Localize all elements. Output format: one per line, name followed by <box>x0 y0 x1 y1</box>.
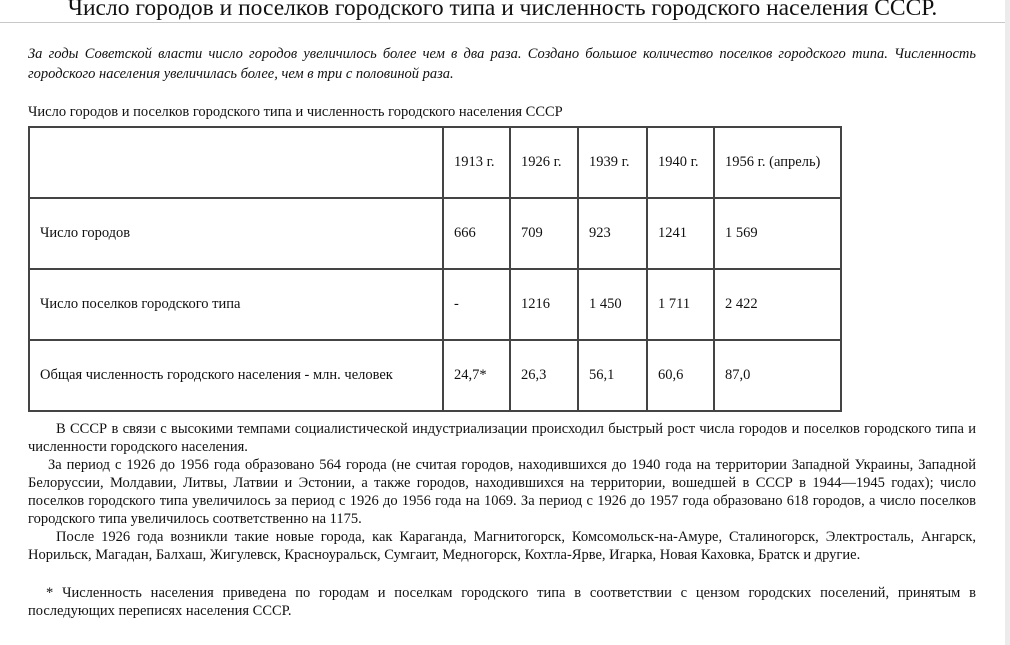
cell-value: 56,1 <box>578 340 647 411</box>
title-divider <box>0 22 1005 23</box>
cell-value: 666 <box>443 198 510 269</box>
cell-value: 1241 <box>647 198 714 269</box>
table-caption: Число городов и поселков городского типа и численность городского населения СССР <box>28 104 563 120</box>
body-paragraph: За период с 1926 до 1956 года образовано 564 города (не считая городов, находившихся до 1940 года на территории Западной Украины, Западной Белоруссии, Молдавии, Литвы, Латвии и Эстонии, а также городов, находившихся на территории, вошедшей в СССР в 1944—1945 годах); число поселков городского типа увеличилось за период с 1926 до 1956 года на 1069. За период с 1926 до 1957 года образовано 618 городов, а число поселков городского типа увеличилось соответственно на 1175. <box>28 457 976 527</box>
page-title: Число городов и поселков городского типа и численность городского населения СССР. <box>67 0 938 21</box>
cell-value: - <box>443 269 510 340</box>
body-text <box>28 420 976 620</box>
body-paragraph: После 1926 года возникли такие новые города, как Караганда, Магнитогорск, Комсомольск-на-Амуре, Сталиногорск, Электросталь, Ангарск, Норильск, Магадан, Балхаш, Жигулевск, Красноуральск, Сумгаит, Медногорск, Кохтла-Ярве, Игарка, Новая Каховка, Братск и другие. <box>28 529 976 563</box>
header-cell-1956: 1956 г. (апрель) <box>714 127 841 198</box>
table-row <box>29 340 841 411</box>
row-label: Общая численность городского населения - млн. человек <box>29 340 443 411</box>
table-row <box>29 198 841 269</box>
statistics-table <box>28 126 842 412</box>
header-cell-1939: 1939 г. <box>578 127 647 198</box>
header-cell-1913: 1913 г. <box>443 127 510 198</box>
row-label: Число городов <box>29 198 443 269</box>
table-row <box>29 269 841 340</box>
header-cell-1940: 1940 г. <box>647 127 714 198</box>
header-cell-1926: 1926 г. <box>510 127 578 198</box>
footnote: * Численность населения приведена по городам и поселкам городского типа в соответствии с цензом городских поселений, принятым в последующих переписях населения СССР. <box>28 585 976 619</box>
cell-value: 1 450 <box>578 269 647 340</box>
header-cell-label <box>29 127 443 198</box>
cell-value: 923 <box>578 198 647 269</box>
row-label: Число поселков городского типа <box>29 269 443 340</box>
cell-value: 60,6 <box>647 340 714 411</box>
body-paragraph: В СССР в связи с высокими темпами социалистической индустриализации происходил быстрый рост числа городов и поселков городского типа и численности городского населения. <box>28 421 976 455</box>
table-header-row <box>29 127 841 198</box>
cell-value: 87,0 <box>714 340 841 411</box>
cell-value: 709 <box>510 198 578 269</box>
lead-paragraph: За годы Советской власти число городов увеличилось более чем в два раза. Создано большое количество поселков городского типа. Численность городского населения увеличилась более, чем в три с половиной раза. <box>28 46 976 82</box>
cell-value: 26,3 <box>510 340 578 411</box>
cell-value: 1 569 <box>714 198 841 269</box>
scrollbar-track[interactable] <box>1005 0 1010 645</box>
cell-value: 1216 <box>510 269 578 340</box>
cell-value: 1 711 <box>647 269 714 340</box>
cell-value: 2 422 <box>714 269 841 340</box>
cell-value: 24,7* <box>443 340 510 411</box>
